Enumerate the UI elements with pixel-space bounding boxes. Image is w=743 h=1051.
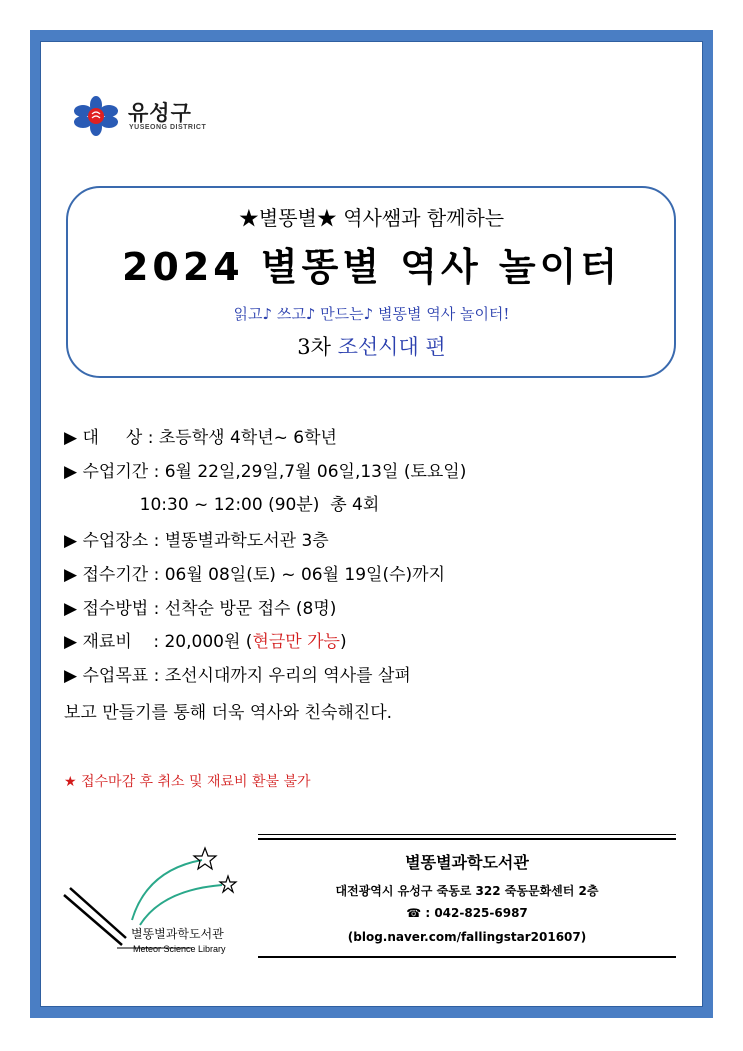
library-address: 대전광역시 유성구 죽동로 322 죽동문화센터 2층 [335, 884, 599, 898]
title-session [0, 331, 743, 361]
fee-cash-only: 현금만 가능 [252, 632, 340, 652]
meteor-logo-korean: 별똥별과학도서관 [131, 927, 224, 941]
library-name: 별똥별과학도서관 [405, 853, 529, 872]
divider-bottom [258, 956, 676, 958]
library-blog: (blog.naver.com/fallingstar201607) [347, 930, 587, 944]
info-goal-1: ▶ 수업목표 : 조선시대까지 우리의 역사를 살펴 [64, 666, 411, 686]
refund-notice: ★ 접수마감 후 취소 및 재료비 환불 불가 [64, 774, 311, 790]
meteor-library-logo-icon [62, 840, 252, 960]
info-period: ▶ 수업기간 : 6월 22일,29일,7월 06일,13일 (토요일) [64, 462, 467, 482]
info-apply-period: ▶ 접수기간 : 06월 08일(토) ~ 06월 19일(수)까지 [64, 565, 445, 585]
fee-close: ) [339, 632, 347, 652]
meteor-logo-english: Meteor Science Library [133, 944, 226, 954]
info-apply-method: ▶ 접수방법 : 선착순 방문 접수 (8명) [64, 599, 337, 619]
logo-name: 유성구 [128, 101, 192, 125]
info-place: ▶ 수업장소 : 별똥별과학도서관 3층 [64, 531, 329, 551]
title-slogan: 읽고♪ 쓰고♪ 만드는♪ 별똥별 역사 놀이터! [233, 305, 510, 323]
title-line1: ★별똥별★ 역사쌤과 함께하는 [238, 206, 505, 230]
session-number: 3차 [297, 335, 338, 359]
logo-subtitle: YUSEONG DISTRICT [129, 124, 207, 131]
divider-top-thin [258, 834, 676, 835]
main-title: 2024 별똥별 역사 놀이터 [121, 245, 622, 289]
divider-top-thick [258, 838, 676, 840]
info-fee [64, 631, 347, 653]
session-theme: 조선시대 편 [337, 335, 446, 359]
info-target: ▶ 대 상 : 초등학생 4학년~ 6학년 [64, 428, 337, 448]
info-time: 10:30 ~ 12:00 (90분) 총 4회 [64, 495, 380, 515]
info-goal-2: 보고 만들기를 통해 더욱 역사와 친숙해진다. [64, 703, 393, 723]
library-phone: ☎ : 042-825-6987 [406, 906, 528, 920]
fee-text: ▶ 재료비 : 20,000원 ( [64, 632, 253, 652]
